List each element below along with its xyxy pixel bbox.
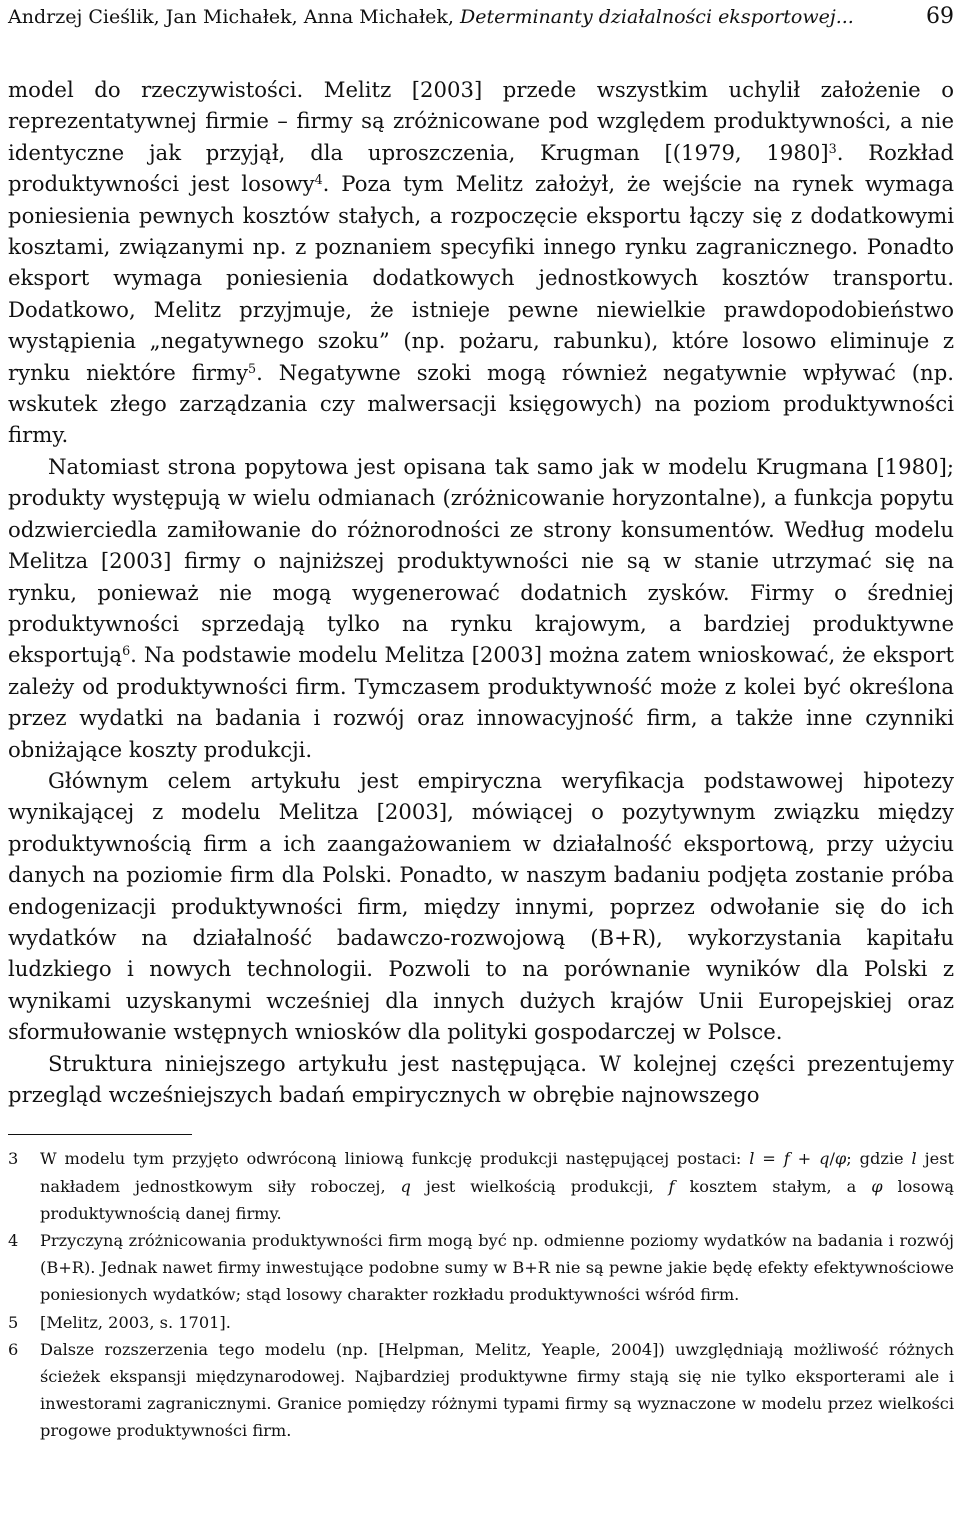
text-run: . Poza tym Melitz założył, że wejście na rynek wymaga poniesienia pewnych kosztów stałych, a rozpoczęcie eksportu łączy się z dodatkowymi kosztami, związanymi np. z poznaniem specyfiki innego rynku zagranicznego. Ponadto eksport wymaga poniesienia dodatkowych jednostkowych kosztów transportu. Dodatkowo, Melitz przyjmuje, że istnieje pewne niewielkie prawdopodobieństwo wystąpienia „negatywnego szoku” (np. pożaru, rabunku), które losowo eliminuje z rynku niektóre firmy [8, 171, 954, 385]
text-run: losową produktywnością danej firmy. [40, 1176, 954, 1223]
math-symbol: φ [834, 1149, 847, 1169]
body-text [8, 74, 954, 1110]
text-run: . Negatywne szoki mogą również negatywnie wpływać (np. wskutek złego zarządzania czy malwersacji księgowych) na poziom produktywności firmy. [8, 359, 954, 448]
text-run: . Rozkład produktywności jest losowy [8, 139, 954, 197]
footnote [8, 1145, 954, 1227]
text-run: Natomiast strona popytowa jest opisana tak samo jak w modelu Krugmana [1980]; produkty występują w wielu odmianach (zróżnicowanie horyzontalne), a funkcja popytu odzwierciedla zamiłowanie do różnorodności ze strony konsumentów. Według modelu Melitza [2003] firmy o najniższej produktywności nie są w stanie utrzymać się na rynku, ponieważ nie mogą wygenerować dodatnich zysków. Firmy o średniej produktywności sprzedają tylko na rynku krajowym, a bardziej produktywne eksportują [8, 453, 954, 668]
paragraph [8, 74, 954, 451]
footnote [8, 1309, 954, 1336]
text-run: Struktura niniejszego artykułu jest następująca. W kolejnej części prezentujemy przegląd wcześniejszych badań empirycznych w obrębie najnowszego [8, 1050, 954, 1107]
page [8, 0, 954, 1445]
paragraph [8, 451, 954, 765]
math-symbol: q [400, 1176, 411, 1196]
footnotes [8, 1145, 954, 1444]
footnote-text [40, 1336, 954, 1445]
footnote-ref: 5 [248, 360, 257, 376]
text-run: model do rzeczywistości. Melitz [2003] przede wszystkim uchylił założenie o reprezentatywnej firmie – firmy są zróżnicowane pod względem produktywności, a nie identyczne jak przyjął, dla uproszczenia, Krugman [(1979, 1980] [8, 77, 954, 165]
text-run: [Melitz, 2003, s. 1701]. [40, 1312, 231, 1332]
text-run: . Na podstawie modelu Melitza [2003] można zatem wnioskować, że eksport zależy od produktywności firm. Tymczasem produktywność może z kolei być określona przez wydatki na badania i rozwój oraz innowacyjność firm, a także inne czynniki obniżające koszty produkcji. [8, 642, 954, 762]
footnote-text [40, 1309, 954, 1336]
footnote-number: 4 [8, 1231, 19, 1251]
math-symbol: l [911, 1149, 917, 1169]
text-run: Przyczyną zróżnicowania produktywności firm mogą być np. odmienne poziomy wydatków na badania i rozwój (B+R). Jednak nawet firmy inwestujące podobne sumy w B+R nie są pewne jakie będę efekty efektywnościowe poniesionych wydatków; stąd losowy charakter rozkładu produktywności wśród firm. [40, 1231, 954, 1305]
text-run: ; gdzie [846, 1149, 912, 1169]
footnote-text [40, 1227, 954, 1309]
footnote-number: 6 [8, 1339, 19, 1359]
text-run: W modelu tym przyjęto odwróconą liniową funkcję produkcji następującej postaci: [40, 1149, 750, 1169]
text-run: jest wielkością produkcji, [410, 1176, 669, 1196]
math-symbol: l [749, 1149, 755, 1169]
text-run: jest nakładem jednostkowym siły roboczej, [40, 1149, 955, 1196]
footnote [8, 1227, 954, 1309]
math-symbol: f [783, 1149, 790, 1169]
footnote-number: 5 [8, 1312, 19, 1332]
footnote-ref: 3 [828, 140, 837, 156]
math-symbol: q [819, 1149, 830, 1169]
paragraph [8, 765, 954, 1048]
page-number: 69 [926, 4, 954, 29]
footnote-number: 3 [8, 1149, 19, 1169]
math-symbol: f [668, 1176, 675, 1196]
math-symbol: φ [871, 1176, 883, 1196]
text-run: + [789, 1149, 820, 1169]
footnote-ref: 6 [122, 643, 131, 659]
paragraph [8, 1048, 954, 1111]
text-run: Głównym celem artykułu jest empiryczna weryfikacja podstawowej hipotezy wynikającej z modelu Melitza [2003], mówiącej o pozytywnym związku między produktywnością firm a ich zaangażowaniem w działalność eksportową, przy użyciu danych na poziomie firm dla Polski. Ponadto, w naszym badaniu podjęta zostanie próba endogenizacji produktywności firm, między innymi, poprzez odwołanie się do ich wydatków na działalność badawczo-rozwojową (B+R), wykorzystania kapitału ludzkiego i nowych technologii. Pozwoli to na porównanie wyników dla Polski z wynikami uzyskanymi wcześniej dla innych dużych krajów Unii Europejskiej oraz sformułowanie wstępnych wniosków dla polityki gospodarczej w Polsce. [8, 767, 954, 1045]
footnote [8, 1336, 954, 1445]
footnote-ref: 4 [314, 172, 323, 188]
text-run: = [754, 1149, 784, 1169]
text-run: / [829, 1149, 835, 1169]
running-header [8, 4, 954, 34]
text-run: kosztem stałym, a [674, 1176, 872, 1196]
header-authors: Andrzej Cieślik, Jan Michałek, Anna Michałek, Determinanty działalności eksportowej... [8, 6, 854, 28]
footnote-rule [8, 1134, 192, 1135]
header-article-title: Determinanty działalności eksportowej... [460, 6, 854, 28]
text-run: Dalsze rozszerzenia tego modelu (np. [Helpman, Melitz, Yeaple, 2004]) uwzględniają możliwość różnych ścieżek ekspansji międzynarodowej. Najbardziej produktywne firmy stają się nie tylko eksporterami ale i inwestorami zagranicznymi. Granice pomiędzy różnymi typami firmy są wyznaczone w modelu przez wielkości progowe produktywności firm. [40, 1339, 954, 1441]
footnote-text [40, 1145, 954, 1227]
